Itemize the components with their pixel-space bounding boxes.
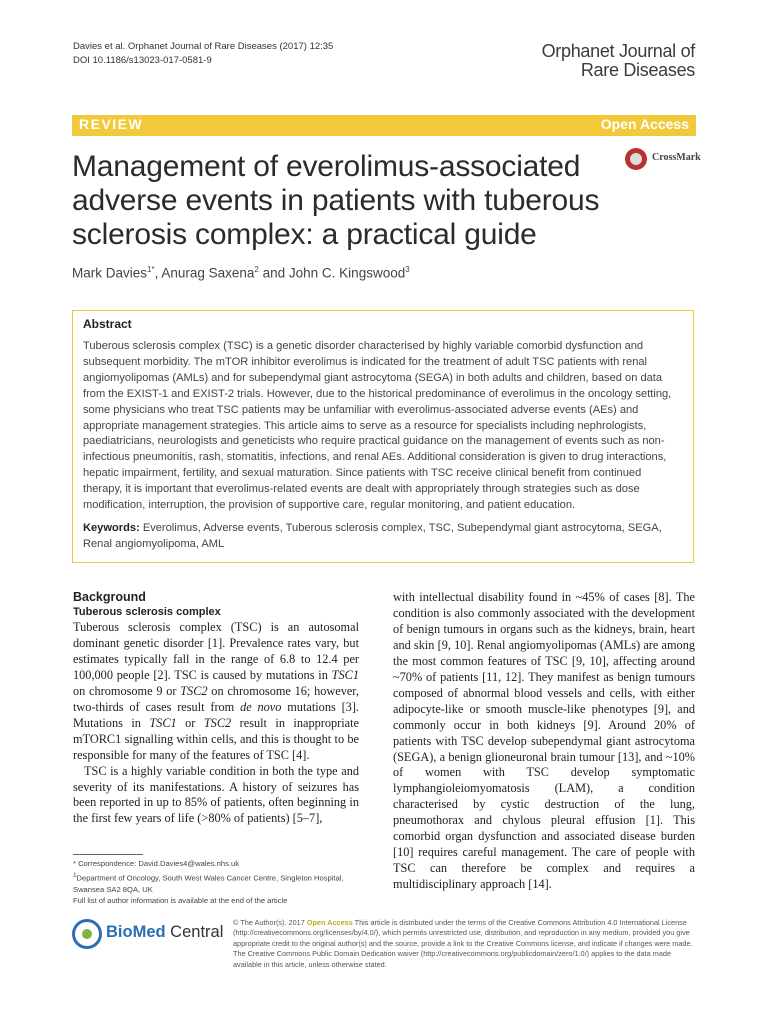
affiliation-text: Department of Oncology, South West Wales Cancer Centre, Singleton Hospital, Swansea SA2 8QA, UK bbox=[73, 873, 344, 894]
keywords-list: Everolimus, Adverse events, Tuberous sclerosis complex, TSC, Subependymal giant astrocytoma, SEGA, Renal angiomyolipoma, AML bbox=[83, 521, 662, 550]
affiliation-sup: 1 bbox=[73, 871, 77, 879]
publisher-name bbox=[106, 923, 223, 942]
author-name[interactable]: Anurag Saxena bbox=[161, 265, 255, 281]
license-text: This article is distributed under the terms of the Creative Commons Attribution 4.0 International License (http://creativecommons.org/licenses/by/4.0/), which permits unrestricted use, distribution, and reproduction in any medium, provided you give appropriate credit to the original author(s) and the source, provide a link to the Creative Commons license, and indicate if changes were made. The Creative Commons Public Domain Dedication waiver (http://creativecommons.org/publicdomain/zero/1.0/) applies to the data made available in this article, unless otherwise stated. bbox=[233, 918, 693, 969]
journal-logo bbox=[542, 42, 695, 80]
text-run: on chromosome 16; however, two-thirds of cases result from bbox=[73, 683, 359, 714]
text-run: Tuberous sclerosis complex (TSC) is an autosomal dominant genetic disorder [1]. Prevalence rates vary, but estimates typically fall in the range of 6.8 to 12.4 per 100,000 people [2]. TSC is caused by mutations in bbox=[73, 620, 359, 682]
author-name[interactable]: Mark Davies bbox=[72, 265, 148, 281]
author-name[interactable]: John C. Kingswood bbox=[288, 265, 406, 281]
publisher-logo[interactable] bbox=[72, 917, 222, 957]
text-run: result in inappropriate mTORC1 signalling within cells, and this is thought to be responsible for many of the features of TSC [4]. bbox=[73, 715, 359, 762]
affiliation-line bbox=[73, 870, 363, 896]
author-affiliation-sup: 3 bbox=[405, 265, 410, 274]
gene-name: TSC1 bbox=[331, 667, 359, 682]
body-paragraph: with intellectual disability found in ~45% of cases [8]. The condition is also commonly associated with the development of benign tumours in organs such as the kidneys, brain, heart and skin [9, 10]. Renal angiomyolipomas (AMLs) are among the most common features of TSC [9, 10], affecting around ~70% of patients [11, 12]. They manifest as benign tumours composed of abnormal blood vessels and cells, with either adipocyte-like or smooth muscle-like phenotypes [9], and commonly occur in both kidneys [9]. Around 20% of patients with TSC develop subependymal giant astrocytoma (SEGA), a benign glioneuronal brain tumour [13], and ~10% of women with TSC develop symptomatic lymphangioleiomyomatosis (LAM), a condition characterised by cystic destruction of the lung, pneumothorax and chylous pleural effusion [1]. This comorbid organ dysfunction and associated disease burden [10] requires careful management. The care of people with TSC can therefore be complex and requires a multidisciplinary approach [14]. bbox=[393, 590, 695, 892]
gene-name: TSC2 bbox=[203, 715, 232, 730]
author-list bbox=[72, 265, 410, 281]
article-type-banner bbox=[72, 115, 696, 136]
publisher-name-rest: Central bbox=[165, 923, 224, 941]
copyright-text: © The Author(s). 2017 bbox=[233, 918, 307, 927]
full-list-note: Full list of author information is available at the end of the article bbox=[73, 896, 288, 906]
italic-term: de novo bbox=[240, 699, 282, 714]
gene-name: TSC2 bbox=[180, 683, 208, 698]
footnotes bbox=[73, 858, 363, 907]
left-column bbox=[73, 590, 359, 827]
article-title: Management of everolimus-associated adverse events in patients with tuberous sclerosis complex: a practical guide bbox=[72, 150, 600, 251]
doi-line: DOI 10.1186/s13023-017-0581-9 bbox=[73, 55, 212, 66]
license-statement bbox=[233, 918, 698, 970]
body-paragraph: TSC is a highly variable condition in both the type and severity of its manifestations. A history of seizures has been reported in up to 85% of patients, often beginning in the first few years of life (>80% of patients) [5–7], bbox=[73, 763, 359, 826]
open-access-label: Open Access bbox=[600, 116, 689, 132]
abstract-heading: Abstract bbox=[83, 317, 132, 331]
publisher-name-bold: BioMed bbox=[106, 923, 166, 941]
crossmark-label: CrossMark bbox=[652, 152, 701, 163]
article-type-label: REVIEW bbox=[79, 116, 144, 132]
text-run: or bbox=[176, 715, 204, 730]
keywords bbox=[83, 521, 683, 553]
journal-name-line1: Orphanet Journal of bbox=[541, 41, 695, 61]
correspondence-line: * Correspondence: David.Davies4@wales.nhs.uk bbox=[73, 859, 239, 868]
abstract-text: Tuberous sclerosis complex (TSC) is a genetic disorder characterised by highly variable comorbid dysfunction and subsequent morbidity. The mTOR inhibitor everolimus is indicated for the treatment of adult TSC patients with renal angiomyolipomas (AMLs) and for subependymal giant astrocytoma (SEGA) in both adults and children, based on data from the EXIST-1 and EXIST-2 trials. However, due to the historical predominance of everolimus in the oncology setting, some physicians who treat TSC patients may be unfamiliar with everolimus-associated adverse events (AEs) and appropriate management strategies. This article aims to serve as a resource for specialists including nephrologists, paediatricians, neurologists and geneticists who require practical guidance on the management of events such as non-infectious pneumonitis, rash, stomatitis, infections, and renal AEs. Additional consideration is given to drug interactions, hepatic impairment, fertility, and sexual maturation. Since patients with TSC receive clinical benefit from continued therapy, it is important that everolimus-related events are dealt with appropriately through strategies such as dose modification, interruption, the provision of supportive care, regular monitoring, and patient education. bbox=[83, 340, 672, 512]
right-column bbox=[393, 590, 695, 893]
journal-name-line2: Rare Diseases bbox=[580, 60, 695, 80]
text-run: mutations [3]. Mutations in bbox=[73, 699, 359, 730]
abstract-box bbox=[72, 310, 694, 563]
author-separator: , bbox=[154, 265, 162, 281]
biomed-central-logo-icon bbox=[72, 919, 102, 949]
gene-name: TSC1 bbox=[149, 715, 177, 730]
subsection-heading: Tuberous sclerosis complex bbox=[73, 606, 221, 618]
keywords-label: Keywords: bbox=[83, 521, 140, 534]
section-heading: Background bbox=[73, 590, 146, 604]
open-access-inline: Open Access bbox=[306, 918, 353, 927]
body-paragraph bbox=[73, 620, 359, 764]
crossmark-badge[interactable] bbox=[625, 148, 701, 170]
text-run: on chromosome 9 or bbox=[73, 683, 181, 698]
footnote-divider bbox=[73, 854, 143, 855]
citation-line: Davies et al. Orphanet Journal of Rare Diseases (2017) 12:35 bbox=[73, 41, 334, 52]
author-affiliation-sup: 1* bbox=[147, 265, 155, 274]
author-separator: and bbox=[258, 265, 289, 281]
crossmark-icon bbox=[625, 148, 647, 170]
author-affiliation-sup: 2 bbox=[254, 265, 259, 274]
citation-header bbox=[73, 40, 333, 68]
